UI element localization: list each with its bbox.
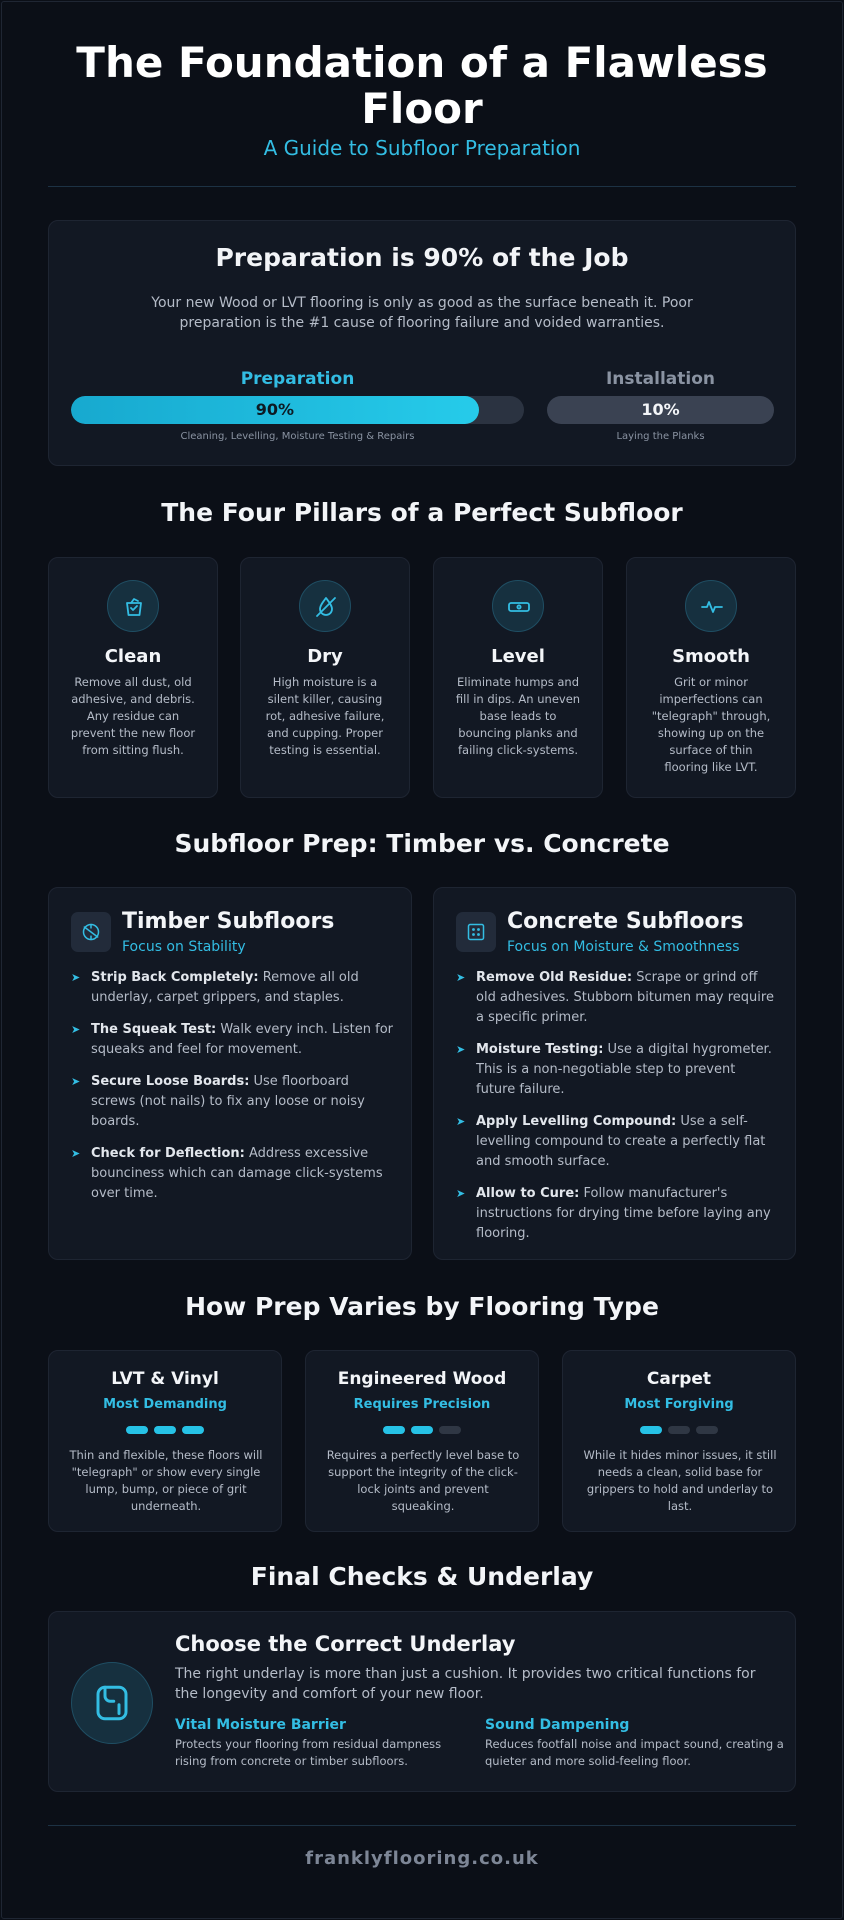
flooring-title: Carpet [646,1369,712,1389]
list-item: ➤ Remove Old Residue: Scrape or grind off old adhesives. Stubborn bitumen may require a specific primer. [456,970,774,1025]
pillar-text: Remove all dust, old adhesive, and debris. Any residue can prevent the new floor from sitting flush. [70,675,196,757]
flooring-heading: How Prep Varies by Flooring Type [185,1292,659,1321]
arrow-icon: ➤ [71,1075,81,1088]
preparation-bar-caption: Cleaning, Levelling, Moisture Testing & Repairs [180,431,415,442]
underlay-description: The right underlay is more than just a cushion. It provides two critical functions for the longevity and comfort of your new floor. [175,1666,756,1702]
bucket-icon [107,580,159,632]
pillar-title: Smooth [672,646,750,667]
difficulty-dot [154,1426,176,1434]
concrete-slab-icon [456,912,496,952]
flooring-tag: Requires Precision [353,1397,491,1412]
sound-dampening-text: Reduces footfall noise and impact sound, creating a quieter and more solid-feeling floor. [485,1737,784,1768]
difficulty-dot [411,1426,433,1434]
list-item: ➤ Strip Back Completely: Remove all old underlay, carpet grippers, and staples. [71,970,359,1005]
arrow-icon: ➤ [71,1023,81,1036]
list-item: ➤ Check for Deflection: Address excessive bounciness which can damage click-systems over time. [71,1146,383,1201]
difficulty-meter [563,1426,795,1434]
timber-list [71,968,393,1216]
list-item: ➤ Moisture Testing: Use a digital hygrometer. This is a non-negotiable step to prevent future failure. [456,1042,772,1097]
pillar-card-clean [48,557,218,798]
difficulty-dot [182,1426,204,1434]
prep-description: Your new Wood or LVT flooring is only as good as the surface beneath it. Poor preparation is the #1 cause of flooring failure and voided warranties. [151,295,693,331]
pillar-text: Eliminate humps and fill in dips. An uneven base leads to bouncing planks and failing click-systems. [455,675,581,757]
arrow-icon: ➤ [456,1115,466,1128]
final-heading: Final Checks & Underlay [250,1562,594,1591]
arrow-icon: ➤ [456,1043,466,1056]
moisture-barrier-title: Vital Moisture Barrier [175,1717,346,1733]
pillar-title: Level [491,646,545,667]
arrow-icon: ➤ [71,971,81,984]
difficulty-dot [439,1426,461,1434]
pillar-card-smooth [626,557,796,798]
preparation-bar [71,396,524,424]
saw-blade-icon [71,912,111,952]
pillar-card-dry [240,557,410,798]
underlay-card [48,1611,796,1792]
flooring-card-carpet [562,1350,796,1532]
moisture-barrier-text: Protects your flooring from residual dampness rising from concrete or timber subfloors. [175,1737,442,1768]
pillar-title: Clean [104,646,162,667]
pillar-title: Dry [307,646,343,667]
page-subtitle: A Guide to Subfloor Preparation [263,136,581,160]
footer-website[interactable]: franklyflooring.co.uk [305,1848,539,1869]
concrete-title: Concrete Subfloors [507,909,744,934]
flooring-card-lvt [48,1350,282,1532]
difficulty-dot [696,1426,718,1434]
flooring-text: Requires a perfectly level base to support the integrity of the click-lock joints and prevent squeaking. [326,1448,520,1513]
installation-bar-value: 10% [641,400,680,419]
timber-title: Timber Subfloors [122,909,335,934]
sound-dampening-title: Sound Dampening [485,1717,630,1733]
flooring-title: Engineered Wood [337,1369,507,1389]
difficulty-dot [126,1426,148,1434]
preparation-bar-value: 90% [255,400,294,419]
prep-title: Preparation is 90% of the Job [215,243,629,272]
concrete-card [433,887,796,1260]
arrow-icon: ➤ [456,971,466,984]
page-title: The Foundation of a Flawless Floor [76,38,768,133]
prep-card [48,220,796,466]
concrete-list [456,968,778,1256]
installation-bar-label: Installation [605,369,715,389]
subfloor-heading: Subfloor Prep: Timber vs. Concrete [174,829,670,858]
concrete-subtitle: Focus on Moisture & Smoothness [507,939,740,955]
pulse-icon [685,580,737,632]
list-item: ➤ Allow to Cure: Follow manufacturer's instructions for drying time before laying any flooring. [456,1186,771,1241]
flooring-card-engineered-wood [305,1350,539,1532]
arrow-icon: ➤ [456,1187,466,1200]
flooring-text: Thin and flexible, these floors will "telegraph" or show every single lump, bump, or piece of grit underneath. [69,1448,263,1513]
header-divider [48,186,796,187]
difficulty-dot [668,1426,690,1434]
footer-divider [48,1825,796,1826]
list-item: ➤ Apply Levelling Compound: Use a self-levelling compound to create a perfectly flat and smooth surface. [456,1114,766,1169]
difficulty-meter [306,1426,538,1434]
no-water-icon [299,580,351,632]
list-item: ➤ The Squeak Test: Walk every inch. Listen for squeaks and feel for movement. [71,1022,393,1057]
installation-bar-caption: Laying the Planks [616,431,705,442]
timber-card [48,887,412,1260]
flooring-text: While it hides minor issues, it still needs a clean, solid base for grippers to hold and underlay to last. [583,1448,777,1513]
pillar-card-level [433,557,603,798]
flooring-tag: Most Forgiving [624,1397,734,1412]
flooring-tag: Most Demanding [103,1397,227,1412]
underlay-title: Choose the Correct Underlay [175,1632,516,1656]
list-item: ➤ Secure Loose Boards: Use floorboard screws (not nails) to fix any loose or noisy boards. [71,1074,365,1129]
difficulty-dot [383,1426,405,1434]
flooring-title: LVT & Vinyl [111,1369,219,1389]
underlay-icon [71,1662,153,1744]
difficulty-dot [640,1426,662,1434]
pillar-text: High moisture is a silent killer, causing rot, adhesive failure, and cupping. Proper testing is essential. [265,675,385,757]
preparation-bar-label: Preparation [240,369,355,389]
arrow-icon: ➤ [71,1147,81,1160]
timber-subtitle: Focus on Stability [122,939,246,955]
pillar-text: Grit or minor imperfections can "telegraph" through, showing up on the surface of thin flooring like LVT. [651,675,771,774]
difficulty-meter [49,1426,281,1434]
spirit-level-icon [492,580,544,632]
installation-bar [547,396,774,424]
pillars-heading: The Four Pillars of a Perfect Subfloor [161,498,683,527]
